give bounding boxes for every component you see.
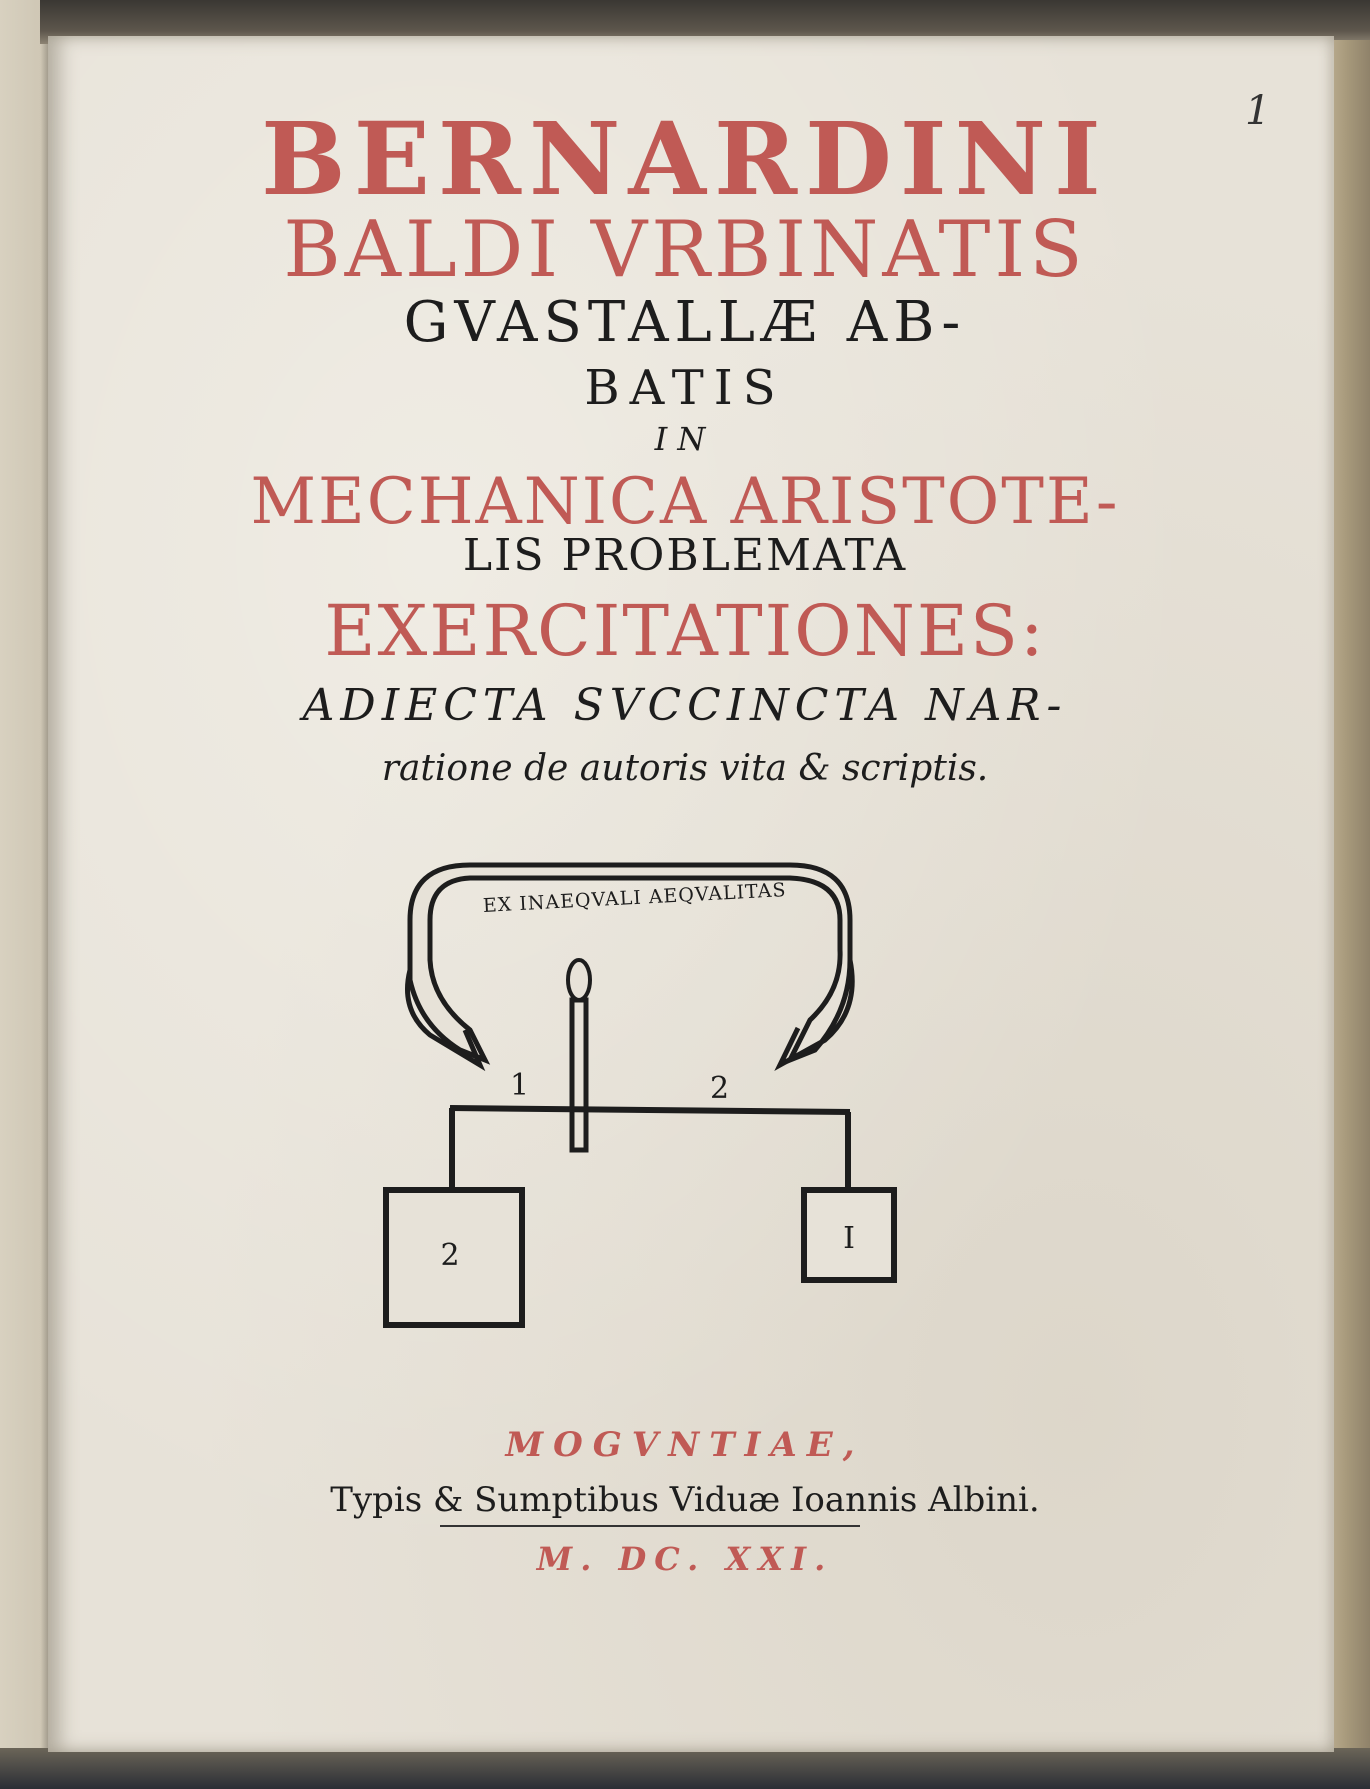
imprint-year: M. DC. XXI. <box>536 1540 834 1578</box>
emblem-motto: EX INAEQVALI AEQVALITAS <box>482 879 787 917</box>
title-line-addendum: ADIECTA SVCCINCTA NAR- <box>302 680 1068 731</box>
weight-right-label: I <box>843 1221 855 1256</box>
balance-beam <box>450 1108 850 1112</box>
balance-finial <box>568 960 590 1000</box>
title-line-addendum-cont: ratione de autoris vita & scriptis. <box>381 748 989 789</box>
balance-emblem <box>370 860 910 1340</box>
imprint-printer: Typis & Sumptibus Viduæ Ioannis Albini. <box>330 1480 1040 1520</box>
imprint-place: MOGVNTIAE, <box>505 1425 865 1465</box>
folio-number: 1 <box>1245 88 1271 134</box>
imprint-rule <box>440 1525 860 1527</box>
arm-right-label: 2 <box>710 1071 730 1106</box>
title-line-author-origin: BALDI VRBINATIS <box>283 205 1087 295</box>
balance-post <box>572 1000 586 1150</box>
title-line-work: EXERCITATIONES: <box>324 590 1046 672</box>
weight-left-label: 2 <box>440 1238 460 1273</box>
arm-left-label: 1 <box>510 1068 530 1103</box>
book-bottom-edge <box>0 1748 1370 1789</box>
title-line-subject-cont: LIS PROBLEMATA <box>462 530 908 581</box>
title-line-author: BERNARDINI <box>261 100 1109 218</box>
title-line-preposition: IN <box>654 420 716 458</box>
title-line-subject: MECHANICA ARISTOTE- <box>250 465 1120 539</box>
title-line-abbacy-cont: BATIS <box>584 360 786 416</box>
title-line-abbacy: GVASTALLÆ AB- <box>403 290 967 355</box>
